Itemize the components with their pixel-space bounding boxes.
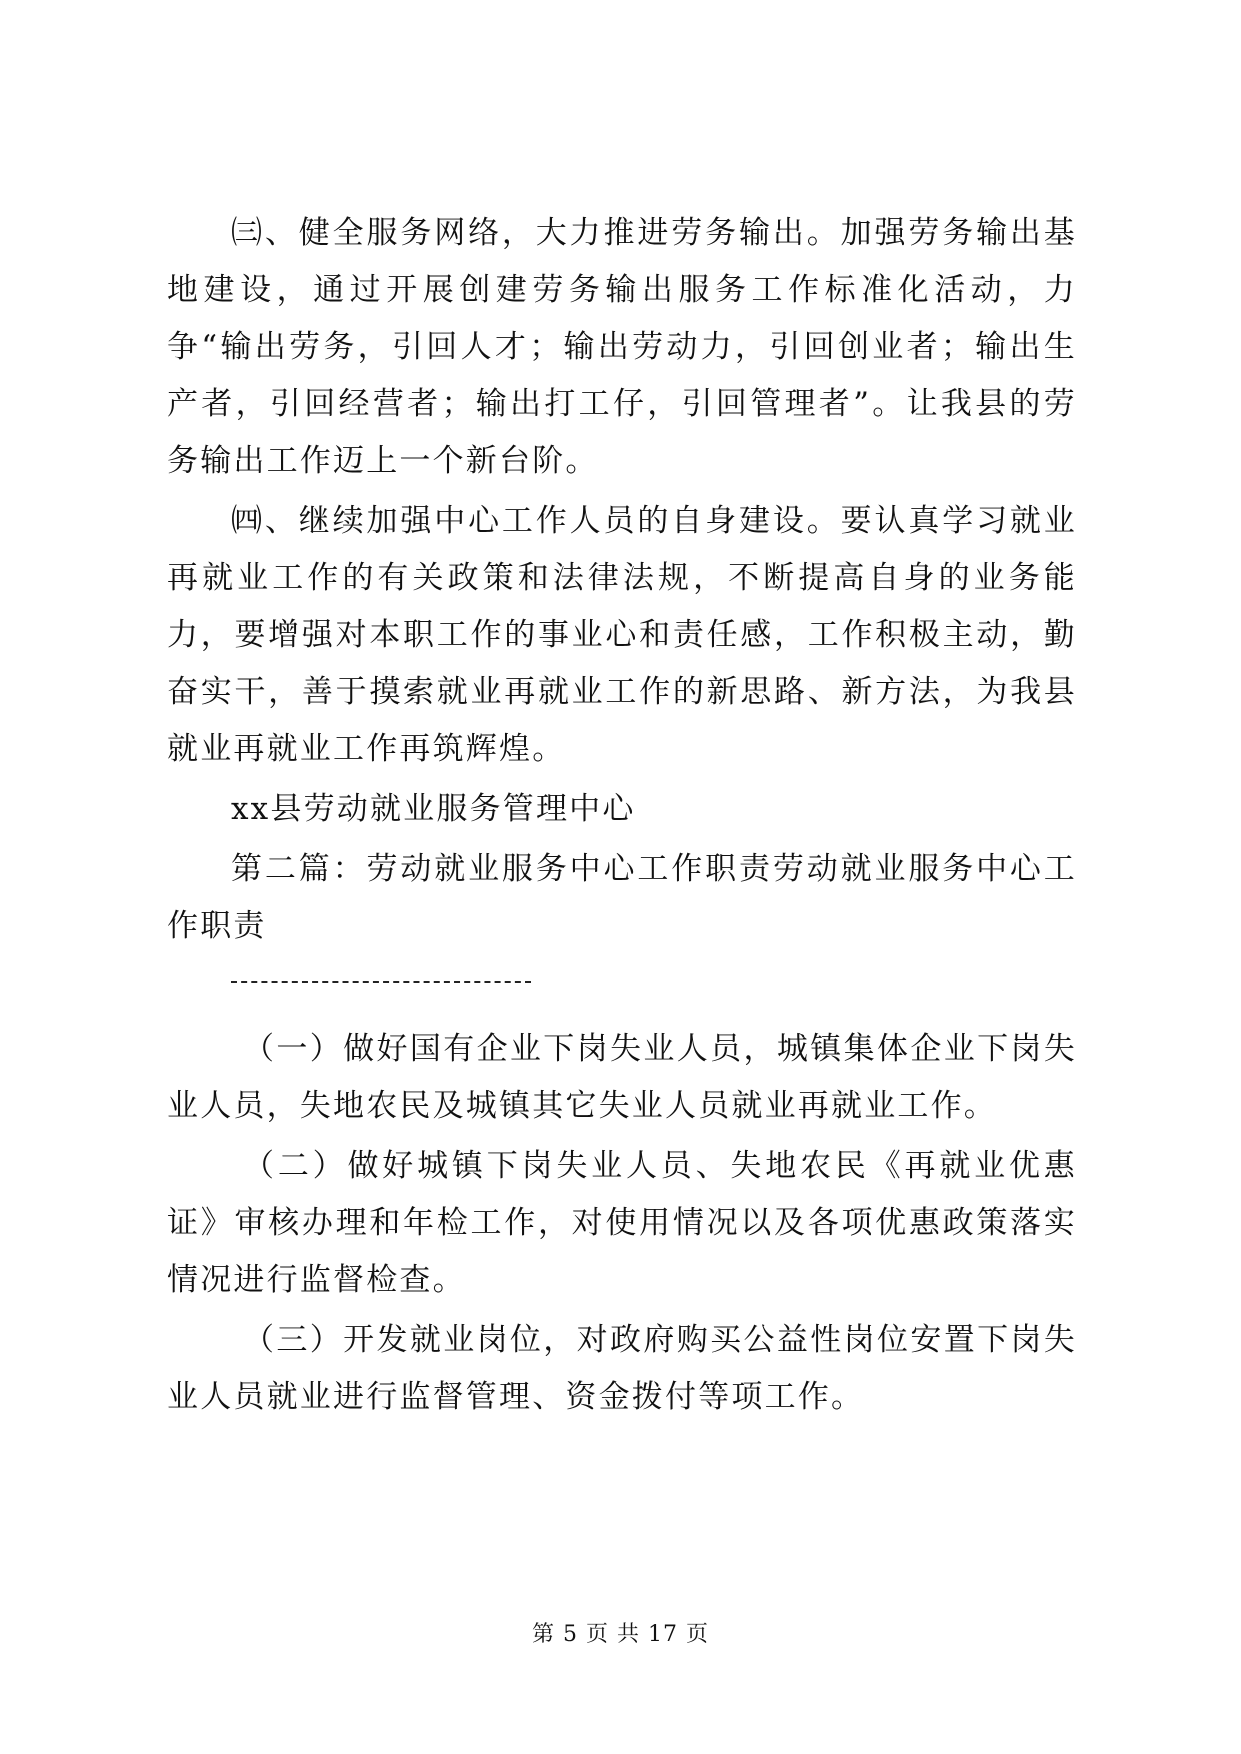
duty-item-2: （二）做好城镇下岗失业人员、失地农民《再就业优惠证》审核办理和年检工作，对使用情况以及各项优惠政策落实情况进行监督检查。 xyxy=(167,1148,1077,1298)
page-footer: 第 5 页 共 17 页 xyxy=(532,1622,709,1647)
paragraph-item-4: ㈣、继续加强中心工作人员的自身建设。要认真学习就业再就业工作的有关政策和法律法规，不断提高自身的业务能力，要增强对本职工作的事业心和责任感，工作积极主动，勤奋实干，善于摸索就业再就业工作的新思路、新方法，为我县就业再就业工作再筑辉煌。 xyxy=(167,503,1077,767)
document-body xyxy=(167,205,1077,1429)
signature-line: xx县劳动就业服务管理中心 xyxy=(231,791,636,827)
paragraph-item-3: ㈢、健全服务网络，大力推进劳务输出。加强劳务输出基地建设，通过开展创建劳务输出服务工作标准化活动，力争“输出劳务，引回人才；输出劳动力，引回创业者；输出生产者，引回经营者；输出打工仔，引回管理者”。让我县的劳务输出工作迈上一个新台阶。 xyxy=(167,215,1077,479)
duty-item-3: （三）开发就业岗位，对政府购买公益性岗位安置下岗失业人员就业进行监督管理、资金拨付等项工作。 xyxy=(167,1322,1077,1415)
duty-item-1: （一）做好国有企业下岗失业人员，城镇集体企业下岗失业人员，失地农民及城镇其它失业人员就业再就业工作。 xyxy=(167,1031,1077,1124)
section-title: 第二篇：劳动就业服务中心工作职责劳动就业服务中心工作职责 xyxy=(167,851,1077,944)
dashed-divider xyxy=(231,961,531,1001)
